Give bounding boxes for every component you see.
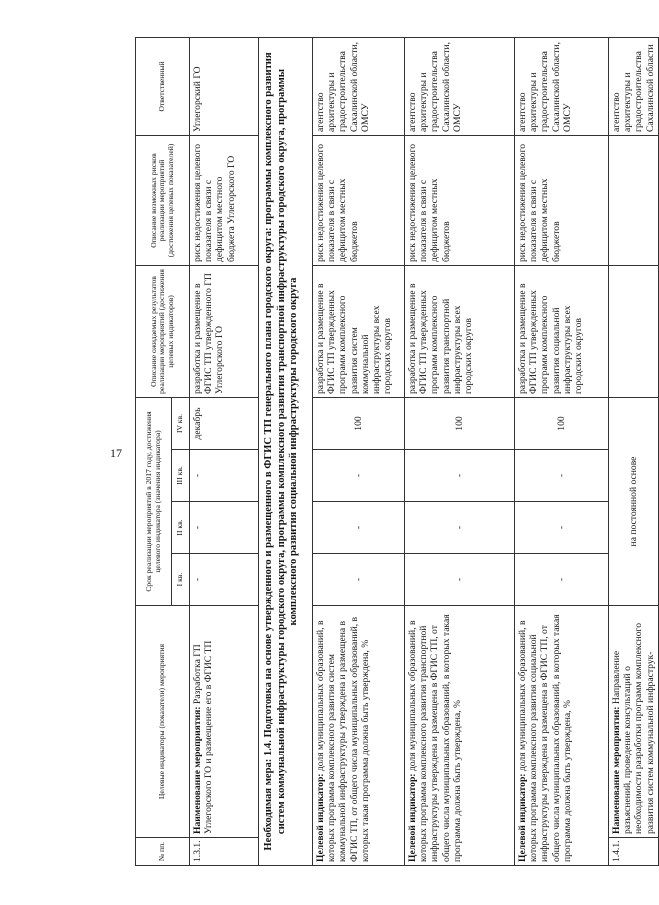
q2-value: - xyxy=(313,502,405,554)
q4-value: 100 xyxy=(405,397,515,449)
indicator-label: Целевой индикатор: xyxy=(407,773,418,862)
q4-value: 100 xyxy=(515,397,609,449)
header-risks: Описание возможных рисков реализации мероприятий (достижения целевых показателей) xyxy=(136,135,190,265)
responsible-text: Углегорский ГО xyxy=(190,37,259,135)
q1-value: - xyxy=(515,554,609,606)
plan-table xyxy=(135,37,659,866)
q3-value: - xyxy=(313,450,405,502)
q3-value: - xyxy=(190,450,259,502)
q2-value: - xyxy=(515,502,609,554)
indicator-cell xyxy=(515,606,609,866)
header-num: № пп. xyxy=(136,838,190,866)
indicator-label: Целевой индикатор: xyxy=(517,773,528,862)
indicator-text: доля муниципальных образований, в которых программа комплексного развития транспортной инфраструктуры утверждена и размещена в ФГИС ТП, от общего числа муниципальных образований, в которых такая программа должна быть утверждена, % xyxy=(407,614,463,862)
table-row-1-3-1 xyxy=(190,37,259,865)
indicator-row xyxy=(405,37,515,865)
measure-text: Направление разъяснений, проведение консультаций о необходимости разработки программ комплексного развития систем коммунальной инфраструк- xyxy=(611,622,656,834)
header-indicators: Целевые индикаторы (показатели) мероприятия xyxy=(136,606,190,838)
row-number: 1.4.1. xyxy=(609,838,659,866)
q1-value: - xyxy=(405,554,515,606)
header-results: Описание ожидаемых результатов реализации мероприятий (достижения целевых индикаторов) xyxy=(136,265,190,397)
q2-value: - xyxy=(405,502,515,554)
indicator-text: доля муниципальных образований, в которых программа комплексного развития систем коммунальной инфраструктуры утверждена и размещена в ФГИС ТП, от общего числа муниципальных образований, в которых такая программа должна быть утверждена, % xyxy=(315,616,371,862)
result-text xyxy=(609,265,659,397)
q2-value: - xyxy=(190,502,259,554)
header-responsible: Ответственный xyxy=(136,37,190,135)
risk-text xyxy=(609,135,659,265)
responsible-text: агентство архитектуры и градостроительства Сахалинской области, ОМСУ xyxy=(313,37,405,135)
q3-value: - xyxy=(515,450,609,502)
result-text: разработка и размещение в ФГИС ТП утвержденного ГП Углегорского ГО xyxy=(190,265,259,397)
risk-text: риск недостижения целевого показателя в связи с дефицитом местных бюджетов xyxy=(405,135,515,265)
indicator-text: доля муниципальных образований, в которых программа комплексного развития социальной инфраструктуры утверждена и размещена в ФГИС ТП, от общего числа муниципальных образований, в которых такая программа должна быть утверждена, % xyxy=(517,614,573,862)
result-text: разработка и размещение в ФГИС ТП утвержденных программ комплексного развития транспортной инфраструктуры всех городских округов xyxy=(405,265,515,397)
indicator-row xyxy=(515,37,609,865)
risk-text: риск недостижения целевого показателя в связи с дефицитом местных бюджетов xyxy=(313,135,405,265)
risk-text: риск недостижения целевого показателя в связи с дефицитом местного бюджета Углегорского ГО xyxy=(190,135,259,265)
q4-value: декабрь xyxy=(190,397,259,449)
q3-value: - xyxy=(405,450,515,502)
header-q3: III кв. xyxy=(172,450,190,502)
measure-cell xyxy=(609,606,659,838)
table-row-1-4-1 xyxy=(609,37,659,865)
measure-label: Наименование мероприятия: xyxy=(192,706,203,834)
header-period: Срок реализации мероприятий в 2017 году, достижения целевого индикатора (значения индикатора) xyxy=(136,397,172,605)
q1-value: - xyxy=(190,554,259,606)
q4-value: 100 xyxy=(313,397,405,449)
result-text: разработка и размещение в ФГИС ТП утвержденных программ комплексного развития социальной инфраструктуры всех городских округов xyxy=(515,265,609,397)
header-q4: IV кв. xyxy=(172,397,190,449)
result-text: разработка и размещение в ФГИС ТП утвержденных программ комплексного развития систем коммунальной инфраструктуры всех городских округов xyxy=(313,265,405,397)
indicator-label: Целевой индикатор: xyxy=(315,773,326,862)
header-q1: I кв. xyxy=(172,554,190,606)
rotated-table-wrapper xyxy=(135,38,656,866)
measure-label: Наименование мероприятия: xyxy=(611,706,622,834)
indicator-cell xyxy=(313,606,405,866)
measure-cell xyxy=(190,606,259,838)
header-row xyxy=(136,37,172,865)
q1-value: - xyxy=(313,554,405,606)
indicator-row xyxy=(313,37,405,865)
measure-text: Разработка ГП Углегорского ГО и размещение его в ФГИС ТП xyxy=(192,640,215,834)
header-q2: II кв. xyxy=(172,502,190,554)
responsible-text: агентство архитектуры и градостроительства Сахалинской области, ОМСУ xyxy=(515,37,609,135)
responsible-text: агентство архитектуры и градостроительства Сахалинской области, ОМСУ xyxy=(405,37,515,135)
period-text: на постоянной основе xyxy=(609,397,659,605)
indicator-cell xyxy=(405,606,515,866)
section-row-1-4 xyxy=(259,37,313,865)
row-number: 1.3.1. xyxy=(190,838,259,866)
page-number: 17 xyxy=(110,446,122,460)
risk-text: риск недостижения целевого показателя в связи с дефицитом местных бюджетов xyxy=(515,135,609,265)
section-heading: Необходимая мера: 1.4. Подготовка на основе утвержденного и размещенного в ФГИС ТП генерального плана городского округа: программы комплексного развития систем коммунальной инфраструктуры городского округа, программы комплексного развития транспортной инфраструктуры городского округа, программы комплексного развития социальной инфраструктуры городского округа xyxy=(259,37,313,865)
responsible-text: агентство архитектуры и градостроительства Сахалинской области xyxy=(609,37,659,135)
